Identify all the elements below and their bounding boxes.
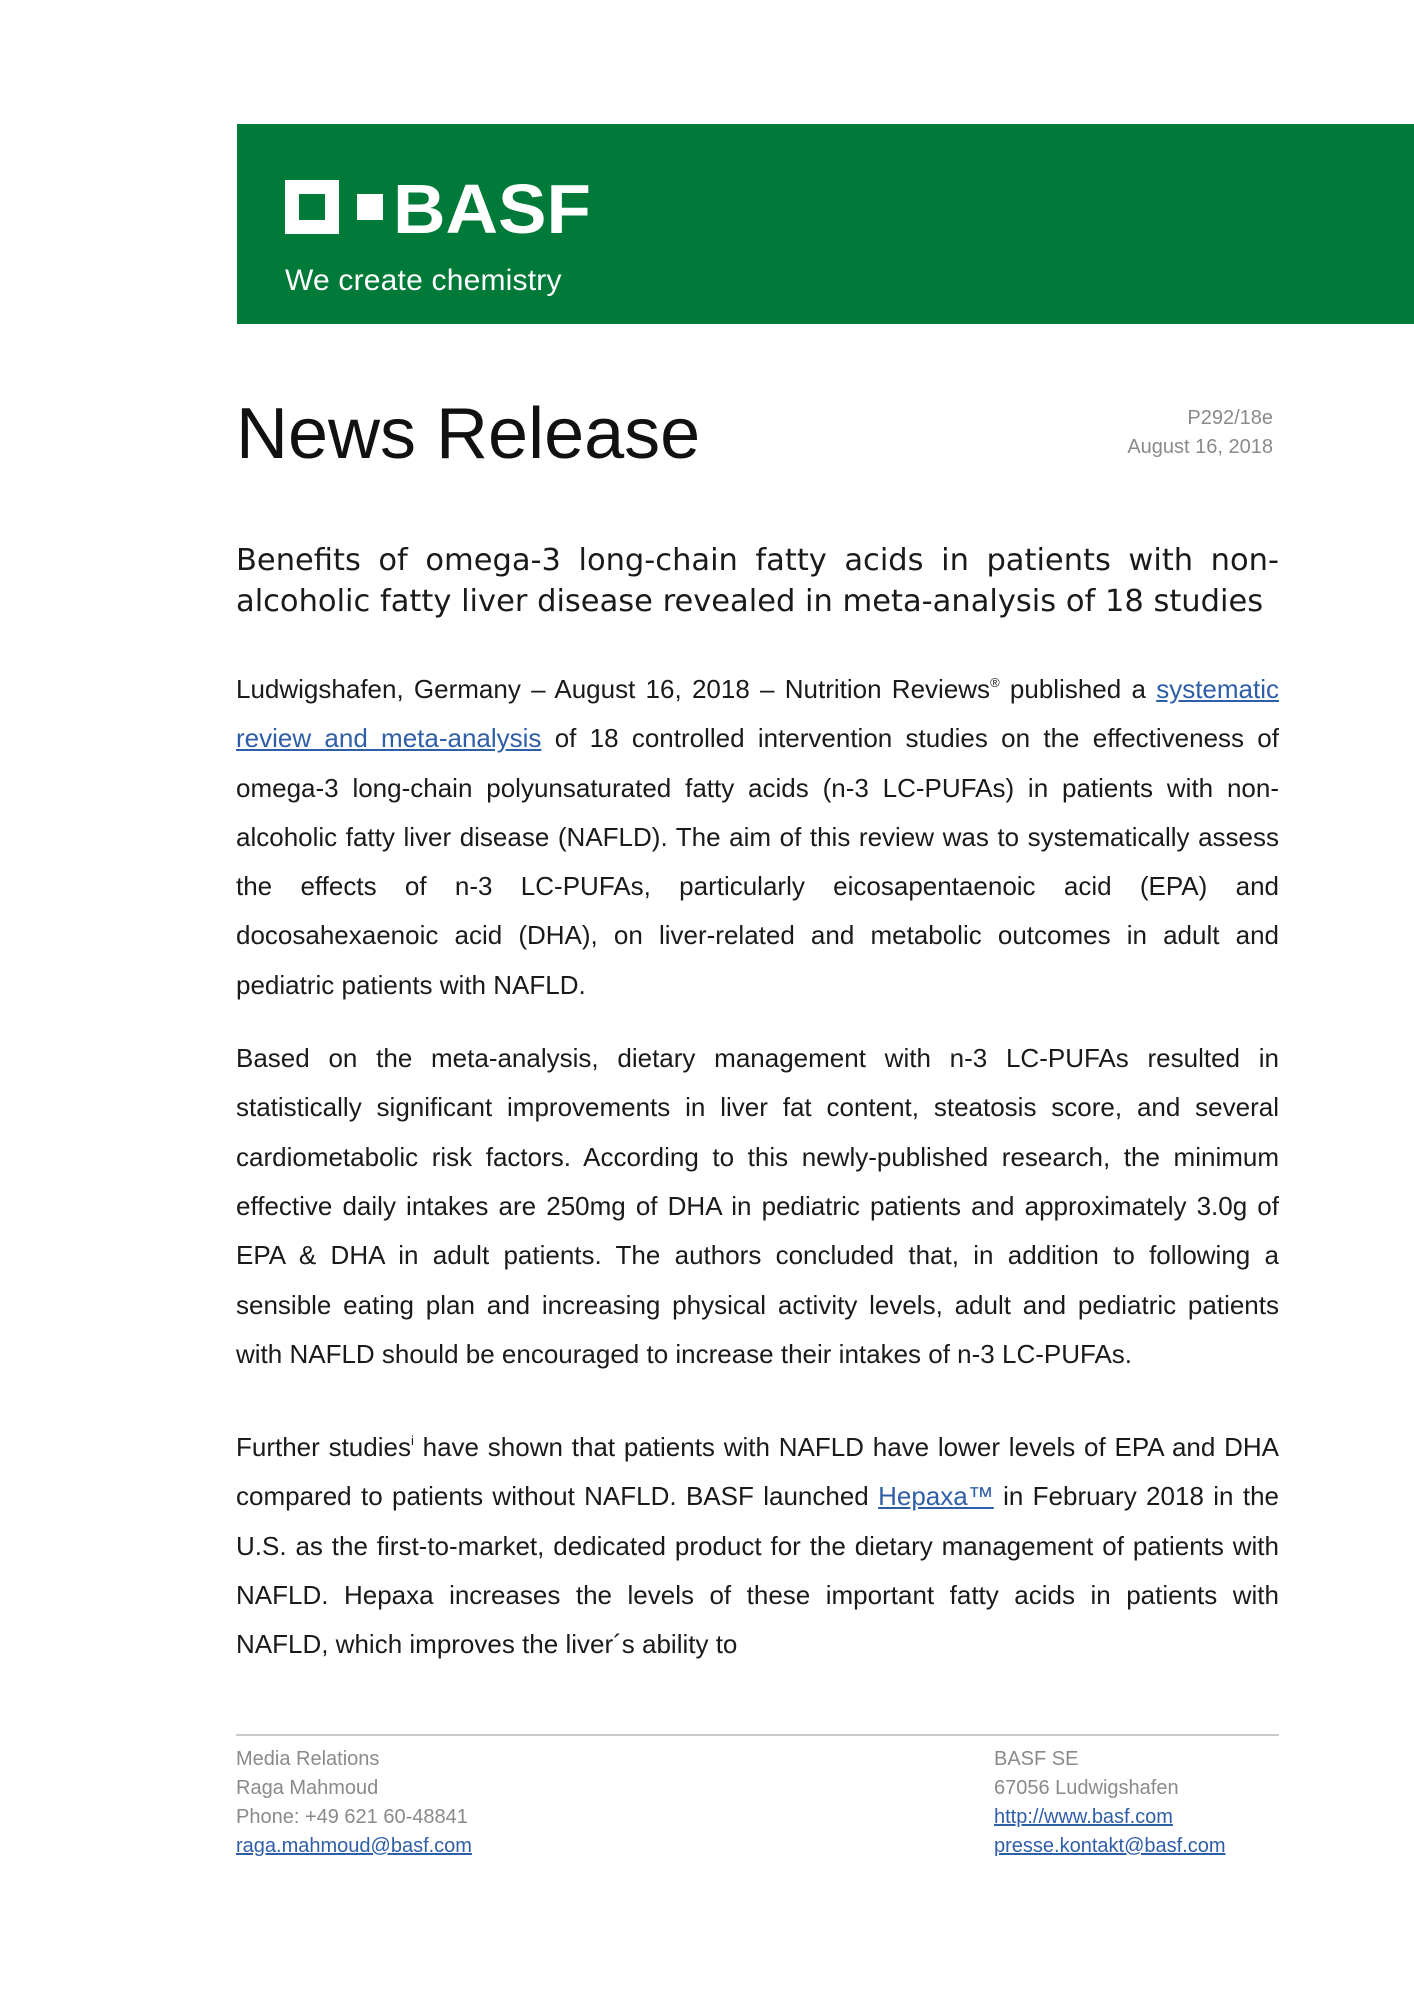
brand-name: BASF — [393, 176, 591, 238]
footer-company-name: BASF SE — [994, 1748, 1079, 1770]
page-title: News Release — [236, 394, 701, 474]
basf-logo — [285, 176, 595, 238]
footer-address: 67056 Ludwigshafen — [994, 1777, 1179, 1799]
press-email-link[interactable]: presse.kontakt@basf.com — [994, 1835, 1226, 1857]
release-date: August 16, 2018 — [1127, 436, 1273, 458]
header-banner — [237, 124, 1414, 324]
brand-slogan: We create chemistry — [285, 264, 562, 297]
paragraph-3-rest: in February 2018 in the U.S. as the first-to-market, dedicated product for the dietary management of patients with NAFLD. Hepaxa increases the levels of these important fatty acids in patients with NAFLD, which improves the liver´s ability to — [236, 1481, 1279, 1660]
footer-divider — [236, 1734, 1279, 1736]
paragraph-1 — [236, 665, 1279, 1010]
paragraph-3 — [236, 1423, 1279, 1669]
article-body — [236, 665, 1279, 1694]
footnote-mark: i — [410, 1433, 414, 1449]
paragraph-3-middle: have shown that patients with NAFLD have lower levels of EPA and DHA compared to patients without NAFLD. BASF launched — [236, 1432, 1280, 1512]
footer-contact-name: Raga Mahmoud — [236, 1777, 379, 1799]
release-meta — [1127, 404, 1273, 462]
paragraph-1-rest: of 18 controlled intervention studies on the effectiveness of omega-3 long-chain polyunsaturated fatty acids (n-3 LC-PUFAs) in patients with non-alcoholic fatty liver disease (NAFLD). The aim of this review was to systematically assess the effects of n-3 LC-PUFAs, particularly eicosapentaenoic acid (EPA) and docosahexaenoic acid (DHA), on liver-related and metabolic outcomes in adult and pediatric patients with NAFLD. — [236, 723, 1279, 1000]
headline: Benefits of omega-3 long-chain fatty acids in patients with non-alcoholic fatty liver disease revealed in meta-analysis of 18 studies — [236, 543, 1279, 619]
meta-analysis-link[interactable]: systematic review and meta-analysis — [236, 674, 1279, 754]
paragraph-1-lead: Ludwigshafen, Germany – August 16, 2018 – Nutrition Reviews — [236, 674, 991, 704]
paragraph-2: Based on the meta-analysis, dietary management with n-3 LC-PUFAs resulted in statistically significant improvements in liver fat content, steatosis score, and several cardiometabolic risk factors. According to this newly-published research, the minimum effective daily intakes are 250mg of DHA in pediatric patients and approximately 3.0g of EPA & DHA in adult patients. The authors concluded that, in addition to following a sensible eating plan and increasing physical activity levels, adult and pediatric patients with NAFLD should be encouraged to increase their intakes of n-3 LC-PUFAs. — [236, 1043, 1279, 1369]
hepaxa-link[interactable]: Hepaxa™ — [878, 1481, 994, 1512]
website-link[interactable]: http://www.basf.com — [994, 1806, 1173, 1828]
paragraph-3-lead: Further studies — [236, 1432, 411, 1463]
footer-contact — [236, 1745, 472, 1861]
footer-department: Media Relations — [236, 1748, 380, 1770]
paragraph-1-after-mark: published a — [999, 674, 1157, 704]
footer-company — [994, 1745, 1226, 1861]
release-number: P292/18e — [1187, 407, 1273, 429]
contact-email-link[interactable]: raga.mahmoud@basf.com — [236, 1835, 472, 1857]
registered-mark: ® — [990, 675, 1000, 690]
footer-phone: Phone: +49 621 60-48841 — [236, 1806, 468, 1828]
